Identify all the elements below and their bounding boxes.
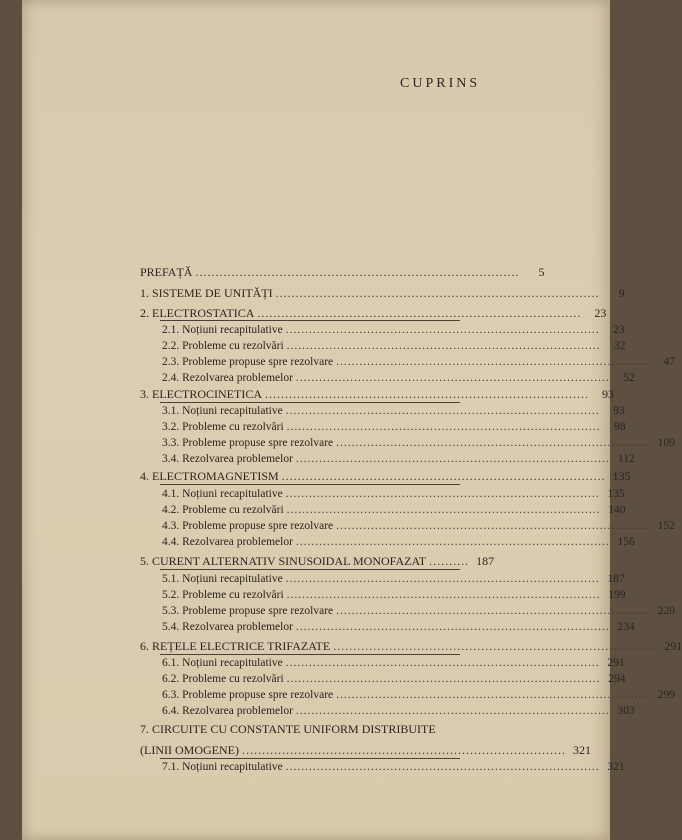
toc-entry — [162, 689, 676, 701]
toc-label: 3.4. Rezolvarea problemelor — [162, 453, 293, 465]
leader-dots: ................................................................................. — [286, 589, 601, 601]
leader-dots: ................................................................................. — [333, 639, 658, 653]
leader-dots: ................................................................................. — [241, 743, 566, 757]
toc-page-number: 187 — [476, 554, 495, 568]
toc-label: 4.3. Probleme propuse spre rezolvare — [162, 520, 334, 532]
leader-dots: ................................................................................. — [336, 520, 651, 532]
toc-page-number: 93 — [613, 405, 625, 417]
leader-dots: ................................................................................. — [336, 605, 651, 617]
toc-label: 1. SISTEME DE UNITĂȚI — [140, 286, 273, 300]
toc-label: 5.3. Probleme propuse spre rezolvare — [162, 605, 334, 617]
toc-page-number: 109 — [657, 437, 676, 449]
toc-label: 6.2. Probleme cu rezolvări — [162, 673, 284, 685]
toc-entry — [162, 573, 625, 585]
toc-label: 7. CIRCUITE CU CONSTANTE UNIFORM DISTRIBUITE — [140, 722, 436, 736]
toc-page-number: 234 — [617, 621, 635, 633]
leader-dots: .......... — [429, 554, 470, 568]
toc-label: 4.2. Probleme cu rezolvări — [162, 504, 284, 516]
leader-dots: ................................................................................. — [336, 689, 651, 701]
toc-page-number: 303 — [617, 705, 635, 717]
toc-label: 2.2. Probleme cu rezolvări — [162, 340, 284, 352]
toc-label: 6.3. Probleme propuse spre rezolvare — [162, 689, 334, 701]
toc-label: 5.1. Noțiuni recapitulative — [162, 573, 283, 585]
toc-entry — [162, 356, 676, 368]
toc-entry — [140, 554, 495, 569]
toc-entry — [162, 520, 676, 532]
divider — [160, 484, 460, 485]
toc-entry — [140, 743, 591, 758]
toc-label: 2.4. Rezolvarea problemelor — [162, 372, 293, 384]
toc-label: 3. ELECTROCINETICA — [140, 387, 262, 401]
leader-dots: ................................................................................. — [295, 705, 610, 717]
toc-page-number: 9 — [618, 286, 625, 300]
toc-entry — [162, 536, 635, 548]
toc-entry — [162, 372, 635, 384]
toc-label: (LINII OMOGENE) — [140, 743, 239, 757]
toc-page-number: 321 — [572, 743, 591, 757]
divider — [160, 402, 460, 403]
toc-label: 4.1. Noțiuni recapitulative — [162, 488, 283, 500]
leader-dots: ................................................................................. — [195, 265, 520, 279]
toc-entry — [162, 405, 625, 417]
leader-dots: ................................................................................. — [286, 421, 601, 433]
toc-page-number: 135 — [612, 469, 631, 483]
toc-page-number: 52 — [623, 372, 635, 384]
divider — [160, 320, 460, 321]
toc-entry — [162, 453, 635, 465]
toc-entry — [140, 306, 607, 321]
page-title: CUPRINS — [400, 76, 481, 91]
toc-label: 3.1. Noțiuni recapitulative — [162, 405, 283, 417]
leader-dots: ................................................................................. — [285, 761, 600, 773]
leader-dots: ................................................................................. — [285, 573, 600, 585]
toc-page-number: 291 — [664, 639, 682, 653]
toc-entry — [162, 324, 625, 336]
toc-label: 2.1. Noțiuni recapitulative — [162, 324, 283, 336]
leader-dots: ................................................................................. — [295, 372, 610, 384]
toc-entry — [140, 722, 490, 737]
toc-label: 2. ELECTROSTATICA — [140, 306, 255, 320]
toc-entry — [162, 761, 625, 773]
leader-dots: ................................................................................. — [285, 657, 600, 669]
toc-entry — [162, 589, 626, 601]
leader-dots: ................................................................................. — [265, 387, 589, 401]
toc-label: 4. ELECTROMAGNETISM — [140, 469, 279, 483]
toc-page-number: 5 — [538, 265, 545, 279]
toc-page-number: 93 — [602, 387, 614, 401]
toc-label: 6. REȚELE ELECTRICE TRIFAZATE — [140, 639, 331, 653]
leader-dots: ................................................................................. — [281, 469, 606, 483]
divider — [160, 569, 460, 570]
leader-dots: ................................................................................. — [257, 306, 582, 320]
leader-dots: ................................................................................. — [336, 437, 651, 449]
toc-page-number: 299 — [657, 689, 676, 701]
divider — [160, 654, 460, 655]
toc-page-number: 187 — [607, 573, 625, 585]
toc-entry — [162, 621, 635, 633]
leader-dots: ................................................................................. — [295, 536, 610, 548]
toc-entry — [162, 673, 626, 685]
leader-dots: ................................................................................. — [286, 340, 601, 352]
toc-label: 2.3. Probleme propuse spre rezolvare — [162, 356, 334, 368]
toc-page-number: 294 — [608, 673, 626, 685]
toc-entry — [162, 437, 676, 449]
toc-page-number: 47 — [663, 356, 676, 368]
table-of-contents — [22, 0, 682, 840]
book-page — [22, 0, 682, 840]
toc-label: 3.3. Probleme propuse spre rezolvare — [162, 437, 334, 449]
leader-dots: ................................................................................. — [275, 286, 600, 300]
toc-page-number: 199 — [608, 589, 626, 601]
leader-dots: ................................................................................. — [285, 488, 600, 500]
toc-label: 5.2. Probleme cu rezolvări — [162, 589, 284, 601]
toc-page-number: 23 — [613, 324, 625, 336]
toc-label: 3.2. Probleme cu rezolvări — [162, 421, 284, 433]
leader-dots: ................................................................................. — [286, 673, 601, 685]
leader-dots: ................................................................................. — [285, 405, 600, 417]
toc-label: 5.4. Rezolvarea problemelor — [162, 621, 293, 633]
leader-dots: ................................................................................. — [286, 504, 601, 516]
toc-entry — [162, 705, 635, 717]
toc-page-number: 32 — [614, 340, 626, 352]
leader-dots: ................................................................................. — [295, 621, 610, 633]
toc-page-number: 291 — [607, 657, 625, 669]
toc-entry — [140, 286, 625, 301]
toc-page-number: 321 — [607, 761, 625, 773]
toc-entry — [140, 387, 614, 402]
toc-label: 7.1. Noțiuni recapitulative — [162, 761, 283, 773]
leader-dots: ................................................................................. — [285, 324, 600, 336]
toc-entry — [140, 265, 545, 280]
toc-label: 6.1. Noțiuni recapitulative — [162, 657, 283, 669]
leader-dots: ................................................................................. — [336, 356, 651, 368]
toc-entry — [162, 504, 626, 516]
toc-page-number: 98 — [614, 421, 626, 433]
toc-page-number: 156 — [617, 536, 635, 548]
toc-page-number: 135 — [607, 488, 625, 500]
toc-entry — [162, 657, 625, 669]
toc-page-number: 220 — [657, 605, 676, 617]
toc-page-number: 23 — [594, 306, 607, 320]
toc-label: 5. CURENT ALTERNATIV SINUSOIDAL MONOFAZAT — [140, 554, 427, 568]
toc-entry — [162, 421, 626, 433]
toc-label: PREFAȚĂ — [140, 265, 193, 279]
divider — [160, 758, 460, 759]
toc-page-number: 112 — [617, 453, 635, 465]
toc-label: 6.4. Rezolvarea problemelor — [162, 705, 293, 717]
toc-entry — [162, 605, 676, 617]
toc-entry — [162, 488, 625, 500]
leader-dots: ................................................................................. — [295, 453, 610, 465]
toc-entry — [140, 639, 682, 654]
toc-label: 4.4. Rezolvarea problemelor — [162, 536, 293, 548]
toc-page-number: 152 — [657, 520, 676, 532]
toc-entry — [140, 469, 631, 484]
toc-entry — [162, 340, 626, 352]
toc-page-number: 140 — [608, 504, 626, 516]
